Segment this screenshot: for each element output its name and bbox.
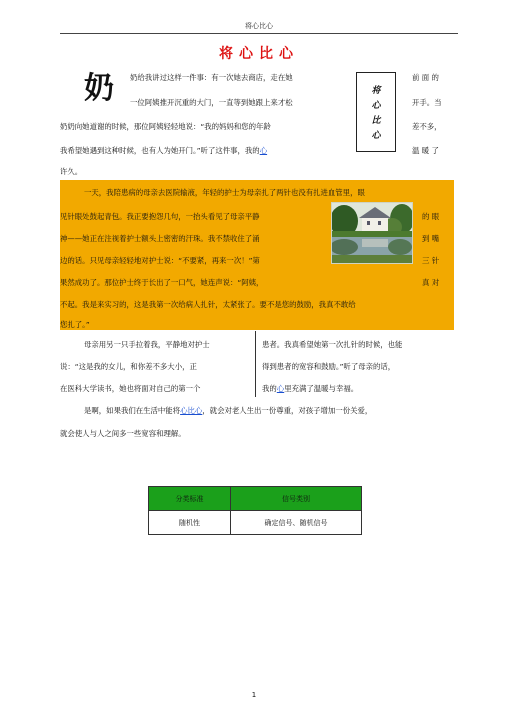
para3-right-line: 我的心里充满了温暖与幸福。 [262, 384, 359, 393]
para2-line-end: 的 眼 [422, 212, 440, 221]
para1-line: 一位阿姨推开沉重的大门，一直等到她跟上来才松 [130, 98, 293, 107]
side-title-box [356, 72, 396, 152]
column-divider [255, 331, 256, 397]
table-row [149, 511, 362, 535]
para2-line: 一天，我陪患病的母亲去医院输液，年轻的护士为母亲扎了两针也没有扎进血管里，眼 [84, 188, 365, 197]
para2-line: 果然成功了。那位护士终于长出了一口气，她连声说：“阿姨， [60, 278, 264, 287]
para2-line: 您扎了。” [60, 320, 90, 329]
para1-line-end: 开手。当 [412, 98, 442, 107]
para2-line: 不起。我是来实习的，这是我第一次给病人扎针，太紧张了。要不是您的鼓励，我真不敢给 [60, 300, 356, 309]
signal-classification-table [148, 486, 362, 535]
page-header: 将心比心 [245, 22, 273, 30]
para2-line: 见针眼处鼓起青包。我正要抱怨几句，一抬头看见了母亲平静 [60, 212, 260, 221]
table-header-cell: 信号类别 [231, 487, 362, 511]
side-char: 将 [371, 86, 381, 96]
para3-right-line: 得到患者的宽容和鼓励。”听了母亲的话， [262, 362, 396, 371]
page-title: 将心比心 [219, 46, 299, 62]
para1-line: 奶奶向她道谢的时候，那位阿姨轻轻地说：“我的妈妈和您的年龄 [60, 122, 271, 131]
para2-line: 神——她正在注视着护士额头上密密的汗珠。我不禁收住了涌 [60, 234, 260, 243]
para2-line-end: 真 对 [422, 278, 440, 287]
para1-line-end: 差不多， [412, 122, 442, 131]
house-lake-image [331, 202, 413, 264]
para2-line-end: 三 针 [422, 256, 440, 265]
para1-line-end: 前 面 的 [412, 73, 439, 82]
para1-line: 我希望她遇到这种时候，也有人为她开门。”听了这件事，我的心 [60, 146, 268, 155]
para3-right-line: 患者。我真希望她第一次扎针的时候，也能 [262, 340, 403, 349]
para1-line-end: 温 暖 了 [412, 146, 439, 155]
para4-line: 就会使人与人之间多一些宽容和理解。 [60, 429, 186, 438]
table-header-cell: 分类标准 [149, 487, 231, 511]
para1-tail: 许久。 [60, 167, 83, 176]
side-char: 比 [371, 116, 381, 126]
para3-left-line: 母亲用另一只手拉着我，平静地对护士 [84, 340, 210, 349]
para2-line: 边的话。只见母亲轻轻地对护士说：“不要紧，再来一次！”第 [60, 256, 260, 265]
table-cell: 确定信号、随机信号 [231, 511, 362, 535]
para2-line-end: 到 嘴 [422, 234, 440, 243]
para3-left-line: 在医科大学读书，她也将面对自己的第一个 [60, 384, 201, 393]
side-char: 心 [371, 101, 381, 111]
side-char: 心 [371, 131, 381, 141]
link-xin-bi-xin[interactable]: 心比心 [180, 406, 203, 415]
para4-line: 是啊，如果我们在生活中能将心比心，就会对老人生出一份尊重，对孩子增加一份关爱， [84, 406, 373, 415]
link-xin[interactable]: 心 [259, 146, 268, 155]
table-cell: 随机性 [149, 511, 231, 535]
para1-line: 奶给我讲过这样一件事：有一次她去商店，走在她 [130, 73, 293, 82]
page-number: 1 [251, 691, 257, 699]
para3-left-line: 说：“这是我的女儿，和你差不多大小，正 [60, 362, 197, 371]
table-header-row [149, 487, 362, 511]
header-divider [60, 33, 458, 34]
link-xin[interactable]: 心 [276, 384, 285, 393]
drop-cap: 奶 [84, 71, 114, 106]
